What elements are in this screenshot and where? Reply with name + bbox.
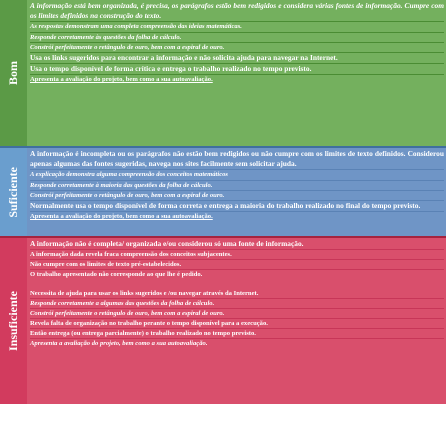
level-label-cell: [0, 148, 27, 236]
criterion-text: As respostas demonstram uma completa compreensão das ideias matemáticas.: [30, 22, 444, 32]
criteria-cell: [27, 238, 446, 404]
rubric-row-suficiente: [0, 146, 446, 236]
criterion-text: Usa o tempo disponível de forma crítica e entrega o trabalho realizado no tempo previsto.: [30, 64, 444, 75]
criterion-text: Constrói perfeitamente o retângulo de ouro, bem com a espiral de ouro.: [30, 309, 444, 319]
criteria-cell: [27, 0, 446, 146]
criterion-text: A explicação demonstra alguma compreensão dos conceitos matemáticos: [30, 170, 444, 180]
criterion-text: Não cumpre com os limites de texto pré-estabelecidos.: [30, 260, 444, 270]
level-label-cell: [0, 238, 27, 404]
criterion-text: Responde corretamente às questões da folha de cálculo.: [30, 33, 444, 43]
level-label: Suficiente: [6, 166, 20, 218]
level-label: Bom: [6, 61, 20, 85]
rubric-row-bom: [0, 0, 446, 146]
criteria-cell: [27, 148, 446, 236]
criterion-text: O trabalho apresentado não corresponde ao que lhe é pedido.: [30, 271, 203, 279]
criterion-text: A informação está bem organizada, é precisa, os parágrafos estão bem redigidos e considera várias fontes de informação. Cumpre com os limites definidos na construção do texto.: [30, 1, 444, 22]
criterion-text: Necessita de ajuda para usar os links sugeridos e /ou navegar através da Internet.: [30, 289, 444, 299]
criterion-text: Então entrega (ou entrega parcialmente) o trabalho realizado no tempo previsto.: [30, 329, 444, 339]
criterion-text: Apresenta a avaliação do projeto, bem como a sua autoavaliação.: [30, 212, 213, 220]
criterion-text: Responde corretamente à maioria das questões da folha de cálculo.: [30, 181, 444, 191]
criterion-text: Apresenta a avaliação do projeto, bem como a sua autoavaliação.: [30, 339, 208, 347]
criterion-text: Usa os links sugeridos para encontrar a informação e não solicita ajuda para navegar na Internet.: [30, 53, 444, 64]
criterion-text: A informação é incompleta ou os parágrafos não estão bem redigidos ou não cumpre com os limites de texto definidos. Considerou apenas algumas das fontes sugeridas, navega nos sites facilmente sem solicitar ajuda.: [30, 149, 444, 170]
criterion-text: Constrói perfeitamente o retângulo de ouro, bem com a espiral de ouro.: [30, 43, 444, 53]
level-label-cell: [0, 0, 27, 146]
criterion-text: Revela falta de organização no trabalho perante o tempo disponível para a execução.: [30, 319, 444, 329]
criterion-text: A informação dada revela fraca compreensão dos conceitos subjacentes.: [30, 250, 444, 260]
criterion-text: Normalmente usa o tempo disponível de forma correta e entrega a maioria do trabalho realizado no final do tempo previsto.: [30, 201, 444, 212]
rubric-row-insuficiente: [0, 236, 446, 404]
level-label: Insuficiente: [6, 291, 20, 351]
page-background: [0, 404, 446, 438]
criterion-text: Responde corretamente a algumas das questões da folha de cálculo.: [30, 299, 444, 309]
criterion-text: Apresenta a avaliação do projeto, bem como a sua autoavaliação.: [30, 76, 213, 84]
criterion-text: A informação não é completa/ organizada e/ou considerou só uma fonte de informação.: [30, 239, 444, 250]
criterion-text: Constrói perfeitamente o retângulo de ouro, bem com a espiral de ouro.: [30, 191, 444, 201]
